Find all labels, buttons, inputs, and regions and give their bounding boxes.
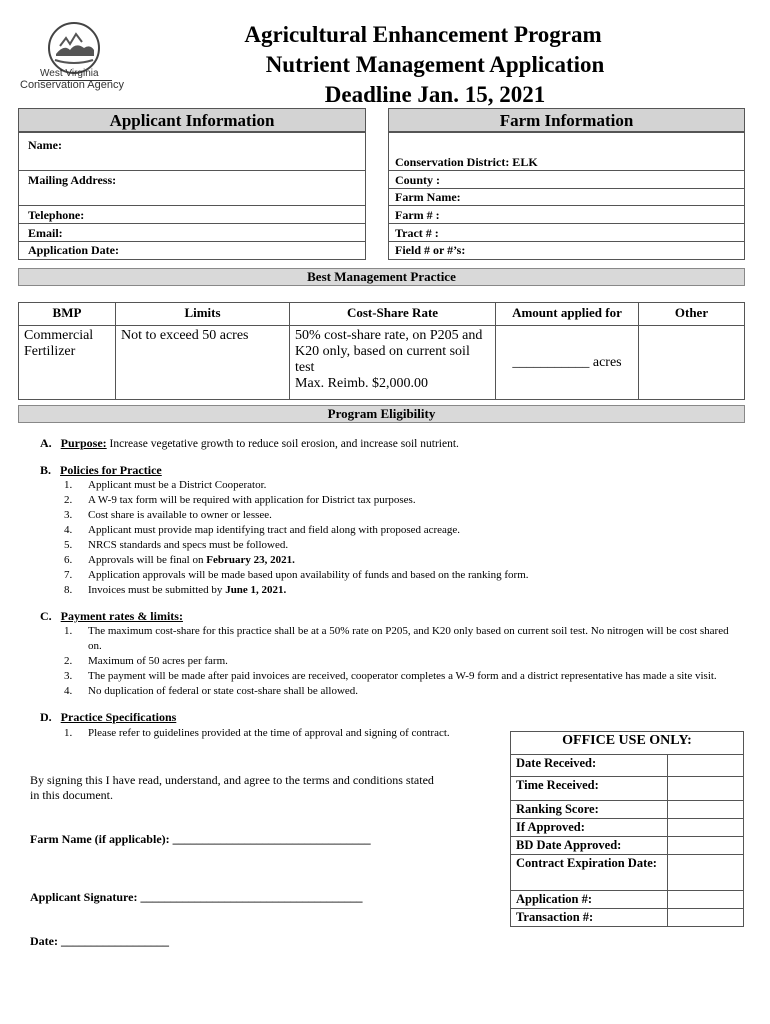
bmp-header-row bbox=[19, 303, 745, 326]
application-date-label: Application Date: bbox=[28, 243, 119, 257]
eligibility-section bbox=[40, 436, 740, 741]
applicant-heading: Applicant Information bbox=[18, 108, 366, 132]
office-row-value[interactable] bbox=[668, 801, 744, 819]
telephone-label: Telephone: bbox=[28, 208, 85, 222]
office-row-label: Date Received: bbox=[511, 755, 668, 777]
list-item: 3. Cost share is available to owner or lessee. bbox=[64, 509, 272, 521]
col-limits: Limits bbox=[116, 303, 290, 326]
col-cost-share-rate: Cost-Share Rate bbox=[290, 303, 496, 326]
purpose-label: A. bbox=[40, 436, 52, 450]
farm-number-label: Farm # : bbox=[395, 208, 440, 222]
office-row-label: BD Date Approved: bbox=[511, 837, 668, 855]
specifications-title: Practice Specifications bbox=[60, 710, 177, 724]
applicant-name-label: Name: bbox=[28, 138, 62, 152]
payment-list bbox=[40, 624, 740, 699]
bmp-table bbox=[18, 302, 745, 400]
policies-heading bbox=[40, 463, 740, 478]
county-label: County : bbox=[395, 173, 441, 187]
list-item: 6. Approvals will be final on February 23, 2021. bbox=[64, 554, 295, 566]
list-item: 5. NRCS standards and specs must be followed. bbox=[64, 539, 289, 551]
title-deadline: Deadline Jan. 15, 2021 bbox=[324, 82, 546, 107]
other-cell bbox=[639, 326, 745, 400]
title-line-2: Nutrient Management Application bbox=[265, 52, 605, 77]
list-item: 1. Applicant must be a District Cooperator. bbox=[64, 479, 267, 491]
policies-title: Policies for Practice bbox=[60, 463, 162, 477]
field-label: Field # or #’s: bbox=[395, 243, 466, 257]
purpose-title: Purpose: bbox=[60, 436, 107, 450]
table-row bbox=[19, 326, 745, 400]
farm-name-label: Farm Name: bbox=[395, 190, 461, 204]
list-item: 1. The maximum cost-share for this practice shall be at a 50% rate on P205, and K20 only based on current soil test. No nitrogen will be cost shared on. bbox=[64, 625, 729, 652]
list-item: 1. Please refer to guidelines provided at the time of approval and signing of contract. bbox=[64, 727, 450, 739]
purpose-item bbox=[40, 436, 740, 454]
office-row-label: Contract Expiration Date: bbox=[511, 855, 668, 891]
list-item: 7. Application approvals will be made based upon availability of funds and based on the ranking form. bbox=[64, 569, 529, 581]
payment-title: Payment rates & limits: bbox=[60, 609, 183, 623]
farm-name-signature-line[interactable]: Farm Name (if applicable): _________________________________ bbox=[30, 832, 371, 846]
office-use-heading: OFFICE USE ONLY: bbox=[511, 732, 744, 755]
office-row-value[interactable] bbox=[668, 891, 744, 909]
col-amount: Amount applied for bbox=[496, 303, 639, 326]
agreement-text: By signing this I have read, understand, and agree to the terms and conditions stated in this document. bbox=[30, 773, 434, 802]
mailing-address-label: Mailing Address: bbox=[28, 173, 117, 187]
office-row-label: Ranking Score: bbox=[511, 801, 668, 819]
logo-text-agency: Conservation Agency bbox=[20, 79, 124, 91]
policies-list bbox=[40, 478, 740, 598]
list-item: 4. Applicant must provide map identifying tract and field along with proposed acreage. bbox=[64, 524, 461, 536]
office-row-label: Transaction #: bbox=[511, 909, 668, 927]
col-other: Other bbox=[639, 303, 745, 326]
policies-label: B. bbox=[40, 463, 52, 477]
amount-cell: ___________ acres bbox=[496, 326, 639, 400]
office-row-value[interactable] bbox=[668, 819, 744, 837]
office-row-value[interactable] bbox=[668, 755, 744, 777]
rate-cell bbox=[290, 326, 496, 400]
date-signature-line[interactable]: Date: __________________ bbox=[30, 934, 169, 948]
tract-label: Tract # : bbox=[395, 226, 439, 240]
specifications-label: D. bbox=[40, 710, 52, 724]
title-line-1: Agricultural Enhancement Program bbox=[244, 22, 602, 47]
bmp-cell: Commercial Fertilizer bbox=[19, 326, 116, 400]
farm-heading: Farm Information bbox=[388, 108, 745, 132]
max-reimbursement: Max. Reimb. $2,000.00 bbox=[295, 376, 428, 391]
eligibility-heading: Program Eligibility bbox=[18, 405, 745, 423]
office-row-value[interactable] bbox=[668, 909, 744, 927]
list-item: 2. Maximum of 50 acres per farm. bbox=[64, 655, 228, 667]
rate-text: 50% cost-share rate, on P205 and K20 only, based on current soil test bbox=[295, 328, 483, 375]
limits-cell: Not to exceed 50 acres bbox=[116, 326, 290, 400]
office-row-value[interactable] bbox=[668, 777, 744, 801]
purpose-text: Increase vegetative growth to reduce soil erosion, and increase soil nutrient. bbox=[106, 438, 459, 450]
office-row-label: Application #: bbox=[511, 891, 668, 909]
logo-text-state: West Virginia bbox=[40, 68, 99, 79]
office-row-label: If Approved: bbox=[511, 819, 668, 837]
payment-heading bbox=[40, 609, 740, 624]
col-bmp: BMP bbox=[19, 303, 116, 326]
office-row-value[interactable] bbox=[668, 837, 744, 855]
specifications-heading bbox=[40, 710, 740, 725]
office-row-value[interactable] bbox=[668, 855, 744, 891]
list-item: 4. No duplication of federal or state cost-share shall be allowed. bbox=[64, 685, 359, 697]
email-label: Email: bbox=[28, 226, 63, 240]
payment-label: C. bbox=[40, 609, 52, 623]
applicant-signature-line[interactable]: Applicant Signature: _____________________________________ bbox=[30, 890, 363, 904]
bmp-section-heading: Best Management Practice bbox=[18, 268, 745, 286]
list-item: 2. A W-9 tax form will be required with application for District tax purposes. bbox=[64, 494, 416, 506]
list-item: 8. Invoices must be submitted by June 1, 2021. bbox=[64, 584, 287, 596]
office-use-table bbox=[510, 731, 744, 927]
office-row-label: Time Received: bbox=[511, 777, 668, 801]
list-item: 3. The payment will be made after paid invoices are received, cooperator completes a W-9 form and a district representative has made a site visit. bbox=[64, 670, 717, 682]
district-label: Conservation District: ELK bbox=[395, 155, 538, 169]
